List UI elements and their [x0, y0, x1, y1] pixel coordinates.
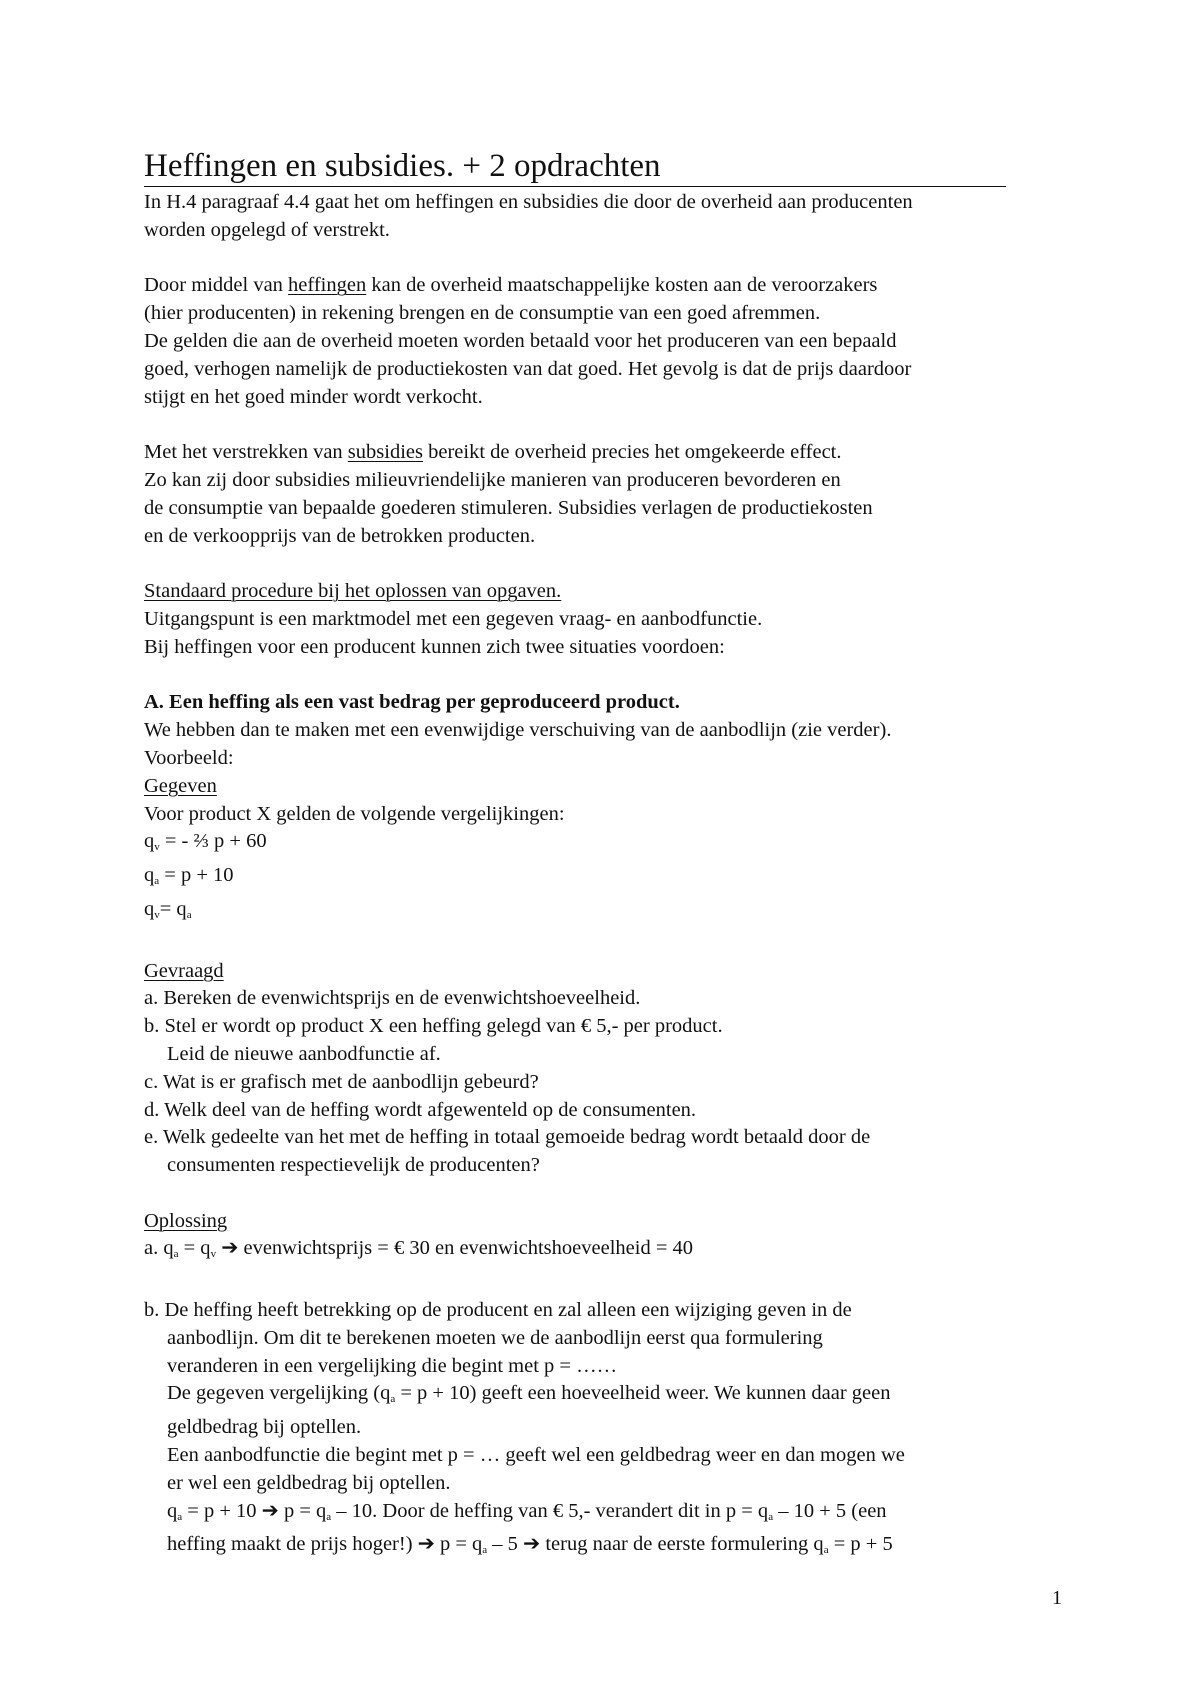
subsidies-paragraph-line — [144, 439, 1084, 467]
heffingen-paragraph-line: stijgt en het goed minder wordt verkocht. — [144, 385, 483, 408]
oplossing-label: Oplossing — [144, 1209, 228, 1232]
text-fragment: q — [144, 830, 155, 853]
heffingen-term: heffingen — [288, 274, 367, 297]
section-a-line: Voorbeeld: — [144, 746, 234, 769]
text-fragment: De gegeven vergelijking (q — [167, 1382, 391, 1405]
section-a-heading: A. Een heffing als een vast bedrag per geproduceerd product. — [144, 691, 680, 714]
question-d: d. Welk deel van de heffing wordt afgewenteld op de consumenten. — [144, 1098, 697, 1121]
answer-a — [144, 1235, 1084, 1269]
page-title: Heffingen en subsidies. + 2 opdrachten — [144, 146, 1006, 187]
text-fragment: heffing maakt de prijs hoger!) ➔ p = q — [167, 1533, 483, 1556]
subsidies-term: subsidies — [347, 441, 423, 464]
subsidies-paragraph-line: de consumptie van bepaalde goederen stimuleren. Subsidies verlagen de productiekosten — [144, 496, 873, 519]
subscript: a — [186, 908, 192, 921]
question-c: c. Wat is er grafisch met de aanbodlijn gebeurd? — [144, 1070, 539, 1093]
answer-b-line: Een aanbodfunctie die begint met p = … geeft wel een geldbedrag weer en dan mogen we — [167, 1444, 905, 1467]
subscript: a — [768, 1510, 774, 1523]
procedure-line: Bij heffingen voor een producent kunnen zich twee situaties voordoen: — [144, 635, 725, 658]
question-b-continued: Leid de nieuwe aanbodfunctie af. — [167, 1042, 441, 1065]
spacer — [144, 550, 1084, 578]
intro-line: worden opgelegd of verstrekt. — [144, 218, 390, 241]
answer-b: b. De heffing heeft betrekking op de producent en zal alleen een wijziging geven in de — [144, 1299, 852, 1322]
text-fragment: = p + 10) geeft een hoeveelheid weer. We kunnen daar geen — [395, 1382, 891, 1405]
question-b: b. Stel er wordt op product X een heffing gelegd van € 5,- per product. — [144, 1015, 723, 1038]
equation-supply — [144, 862, 1084, 896]
subscript: v — [154, 908, 160, 921]
text-fragment: = p + 10 — [159, 864, 234, 887]
text-fragment: Met het verstrekken van — [144, 441, 348, 464]
question-e: e. Welk gedeelte van het met de heffing in totaal gemoeide bedrag wordt betaald door de — [144, 1126, 871, 1149]
spacer — [144, 1180, 1084, 1208]
text-fragment: = q — [159, 897, 187, 920]
heffingen-paragraph-line: goed, verhogen namelijk de productiekosten van dat goed. Het gevolg is dat de prijs daardoor — [144, 357, 912, 380]
answer-b-line: veranderen in een vergelijking die begint met p = …… — [167, 1354, 618, 1377]
text-fragment: = q — [178, 1237, 211, 1260]
heffingen-paragraph-line: De gelden die aan de overheid moeten worden betaald voor het produceren van een bepaald — [144, 329, 897, 352]
equation-equilibrium — [144, 896, 1084, 930]
text-fragment: kan de overheid maatschappelijke kosten aan de veroorzakers — [366, 274, 878, 297]
text-fragment: – 10 + 5 (een — [773, 1499, 887, 1522]
text-fragment: a. q — [144, 1237, 174, 1260]
spacer — [144, 930, 1084, 958]
subscript: a — [173, 1248, 179, 1261]
spacer — [144, 411, 1084, 439]
subsidies-paragraph-line: en de verkoopprijs van de betrokken producten. — [144, 524, 536, 547]
answer-b-line — [144, 1531, 1084, 1565]
subscript: a — [390, 1393, 396, 1406]
text-fragment: – 10. Door de heffing van € 5,- verandert dit in p = q — [331, 1499, 769, 1522]
subscript: a — [154, 875, 160, 888]
text-fragment: = p + 5 — [828, 1533, 893, 1556]
text-fragment: = p + 10 ➔ p = q — [182, 1499, 327, 1522]
document-page — [144, 146, 1084, 1565]
equation-demand — [144, 828, 1084, 862]
text-fragment: ➔ evenwichtsprijs = € 30 en evenwichtshoeveelheid = 40 — [216, 1237, 694, 1260]
answer-b-line — [144, 1498, 1084, 1532]
subscript: a — [823, 1544, 829, 1557]
spacer — [144, 245, 1084, 273]
procedure-line: Uitgangspunt is een marktmodel met een gegeven vraag- en aanbodfunctie. — [144, 607, 763, 630]
gegeven-label: Gegeven — [144, 774, 217, 797]
subscript: a — [326, 1510, 332, 1523]
answer-b-line: er wel een geldbedrag bij optellen. — [167, 1471, 451, 1494]
answer-b-line: geldbedrag bij optellen. — [167, 1416, 362, 1439]
heffingen-paragraph-line: (hier producenten) in rekening brengen en de consumptie van een goed afremmen. — [144, 302, 821, 325]
subscript: a — [482, 1544, 488, 1557]
page-number: 1 — [1052, 1587, 1062, 1609]
spacer — [144, 1269, 1084, 1297]
gegeven-line: Voor product X gelden de volgende vergelijkingen: — [144, 802, 565, 825]
text-fragment: – 5 ➔ terug naar de eerste formulering q — [487, 1533, 824, 1556]
gevraagd-label: Gevraagd — [144, 959, 224, 982]
heffingen-paragraph-line — [144, 272, 1084, 300]
subscript: a — [177, 1510, 183, 1523]
text-fragment: Door middel van — [144, 274, 289, 297]
text-fragment: q — [167, 1499, 178, 1522]
section-a-line: We hebben dan te maken met een evenwijdige verschuiving van de aanbodlijn (zie verder). — [144, 719, 892, 742]
subsidies-paragraph-line: Zo kan zij door subsidies milieuvriendelijke manieren van produceren bevorderen en — [144, 468, 841, 491]
text-fragment: q — [144, 897, 155, 920]
text-fragment: q — [144, 864, 155, 887]
text-fragment: = - ⅔ p + 60 — [159, 830, 267, 853]
intro-line: In H.4 paragraaf 4.4 gaat het om heffingen en subsidies die door de overheid aan producenten — [144, 191, 913, 213]
procedure-heading: Standaard procedure bij het oplossen van opgaven. — [144, 580, 562, 603]
subscript: v — [210, 1248, 217, 1261]
text-fragment: bereikt de overheid precies het omgekeerde effect. — [422, 441, 842, 464]
question-a: a. Bereken de evenwichtsprijs en de evenwichtshoeveelheid. — [144, 987, 641, 1010]
answer-b-line — [144, 1380, 1084, 1414]
answer-b-line: aanbodlijn. Om dit te berekenen moeten we de aanbodlijn eerst qua formulering — [167, 1326, 823, 1349]
question-e-continued: consumenten respectievelijk de producenten? — [167, 1154, 540, 1177]
spacer — [144, 662, 1084, 690]
subscript: v — [154, 841, 160, 854]
